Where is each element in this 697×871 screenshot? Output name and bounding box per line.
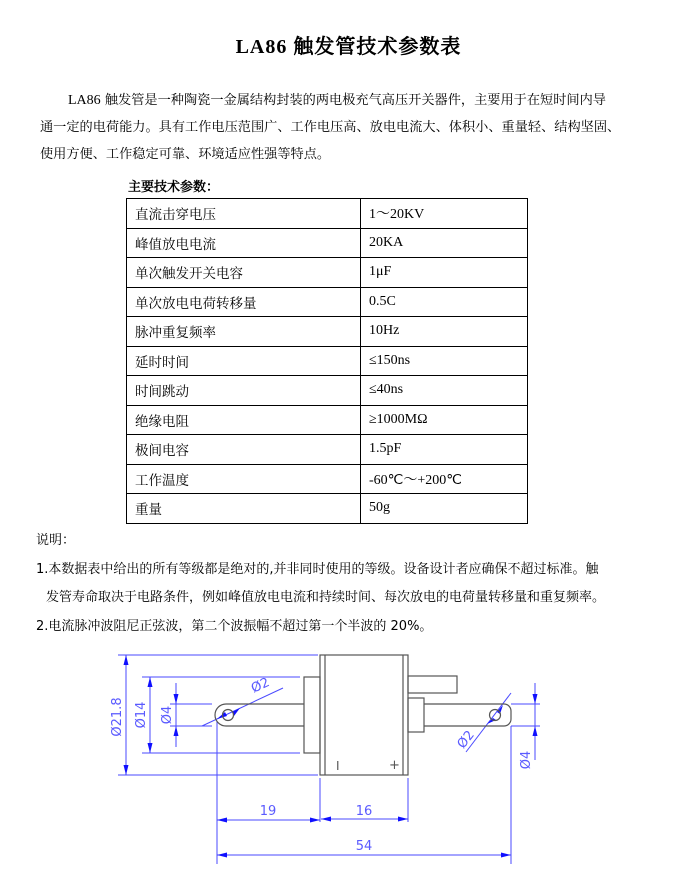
right-flange <box>408 698 424 732</box>
param-value: 1～20KV <box>361 199 528 229</box>
dim-line-hole-left <box>202 688 283 726</box>
arrow-icon <box>217 853 227 858</box>
trigger-pin <box>408 676 457 693</box>
arrow-icon <box>501 853 511 858</box>
arrow-icon <box>148 677 153 687</box>
left-flange <box>304 677 320 753</box>
param-name: 延时时间 <box>127 346 361 376</box>
right-lead <box>424 704 511 726</box>
param-name: 时间跳动 <box>127 376 361 406</box>
param-value: ≤40ns <box>361 376 528 406</box>
param-row <box>127 376 528 406</box>
dim-label-hole-left: Ø2 <box>248 675 273 697</box>
param-name: 极间电容 <box>127 435 361 465</box>
dim-label-body-length: 16 <box>355 804 373 819</box>
arrow-icon <box>124 655 129 665</box>
param-name: 绝缘电阻 <box>127 405 361 435</box>
param-name: 峰值放电电流 <box>127 228 361 258</box>
note-2: 2.电流脉冲波阻尼正弦波，第二个波振幅不超过第一个半波的 20%。 <box>36 618 433 634</box>
page-title: LA86 触发管技术参数表 <box>235 36 462 58</box>
arrow-icon <box>174 694 179 704</box>
device-body <box>320 655 408 775</box>
arrow-icon <box>398 817 408 822</box>
param-value: ≤150ns <box>361 346 528 376</box>
param-name: 重量 <box>127 494 361 524</box>
notes-section <box>36 527 696 641</box>
param-value: 10Hz <box>361 317 528 347</box>
intro-line-2: 通一定的电荷能力。具有工作电压范围广、工作电压高、放电电流大、体积小、重量轻、结构坚固、 <box>40 120 621 135</box>
arrow-icon <box>174 726 179 736</box>
param-value: 0.5C <box>361 287 528 317</box>
dimension-drawing <box>0 640 697 871</box>
minus-terminal-mark: I <box>336 759 340 773</box>
hole-dimensions <box>202 675 511 752</box>
dim-label-hole-right: Ø2 <box>454 727 478 752</box>
horizontal-dimensions <box>217 804 511 858</box>
intro-line-3: 使用方便、工作稳定可靠、环境适应性强等特点。 <box>40 147 331 162</box>
arrow-icon <box>217 818 227 823</box>
dim-label-lead-width-right: Ø4 <box>519 750 534 770</box>
intro-line-1 <box>40 87 690 114</box>
param-name: 单次放电电荷转移量 <box>127 287 361 317</box>
note-1-line-1: 1.本数据表中给出的所有等级都是绝对的,并非同时使用的等级。设备设计者应确保不超过标准。触 <box>36 561 599 577</box>
param-name: 工作温度 <box>127 464 361 494</box>
intro-paragraph <box>40 87 690 168</box>
device-outline <box>215 655 511 775</box>
param-value: ≥1000MΩ <box>361 405 528 435</box>
model-name: LA86 <box>68 93 101 108</box>
dim-label-inner-diameter: Ø14 <box>134 701 149 729</box>
left-lead <box>215 704 304 726</box>
param-row <box>127 435 528 465</box>
param-row <box>127 346 528 376</box>
dim-label-outer-diameter: Ø21.8 <box>110 697 125 737</box>
param-value: 50g <box>361 494 528 524</box>
params-heading: 主要技术参数： <box>128 180 220 195</box>
param-row <box>127 199 528 229</box>
param-name: 单次触发开关电容 <box>127 258 361 288</box>
param-value: 20KA <box>361 228 528 258</box>
arrow-icon <box>533 726 538 736</box>
params-table <box>126 198 528 524</box>
param-row <box>127 287 528 317</box>
param-row <box>127 228 528 258</box>
notes-heading: 说明： <box>36 533 76 548</box>
right-hole-icon <box>490 710 501 721</box>
param-row <box>127 494 528 524</box>
plus-terminal-mark: + <box>389 758 400 773</box>
dim-label-lead-width-left: Ø4 <box>160 705 175 725</box>
param-value: 1.5pF <box>361 435 528 465</box>
arrow-icon <box>124 765 129 775</box>
param-name: 直流击穿电压 <box>127 199 361 229</box>
param-name: 脉冲重复频率 <box>127 317 361 347</box>
arrow-icon <box>148 743 153 753</box>
intro-line-1-text: 触发管是一种陶瓷一金属结构封装的两电极充气高压开关器件，主要用于在短时间内导 <box>100 93 606 108</box>
arrow-icon <box>533 694 538 704</box>
param-value: 1μF <box>361 258 528 288</box>
note-1-line-2: 发管寿命取决于电路条件，例如峰值放电电流和持续时间、每次放电的电荷量转移量和重复频率。 <box>46 590 606 605</box>
dim-label-length-left: 19 <box>259 804 277 819</box>
param-row <box>127 258 528 288</box>
param-row <box>127 405 528 435</box>
param-value: -60℃～+200℃ <box>361 464 528 494</box>
param-row <box>127 317 528 347</box>
extension-lines <box>118 655 540 864</box>
param-row <box>127 464 528 494</box>
arrow-icon <box>321 817 331 822</box>
dim-label-total-length: 54 <box>355 839 373 854</box>
arrow-icon <box>310 818 320 823</box>
vertical-dimensions <box>110 655 538 775</box>
